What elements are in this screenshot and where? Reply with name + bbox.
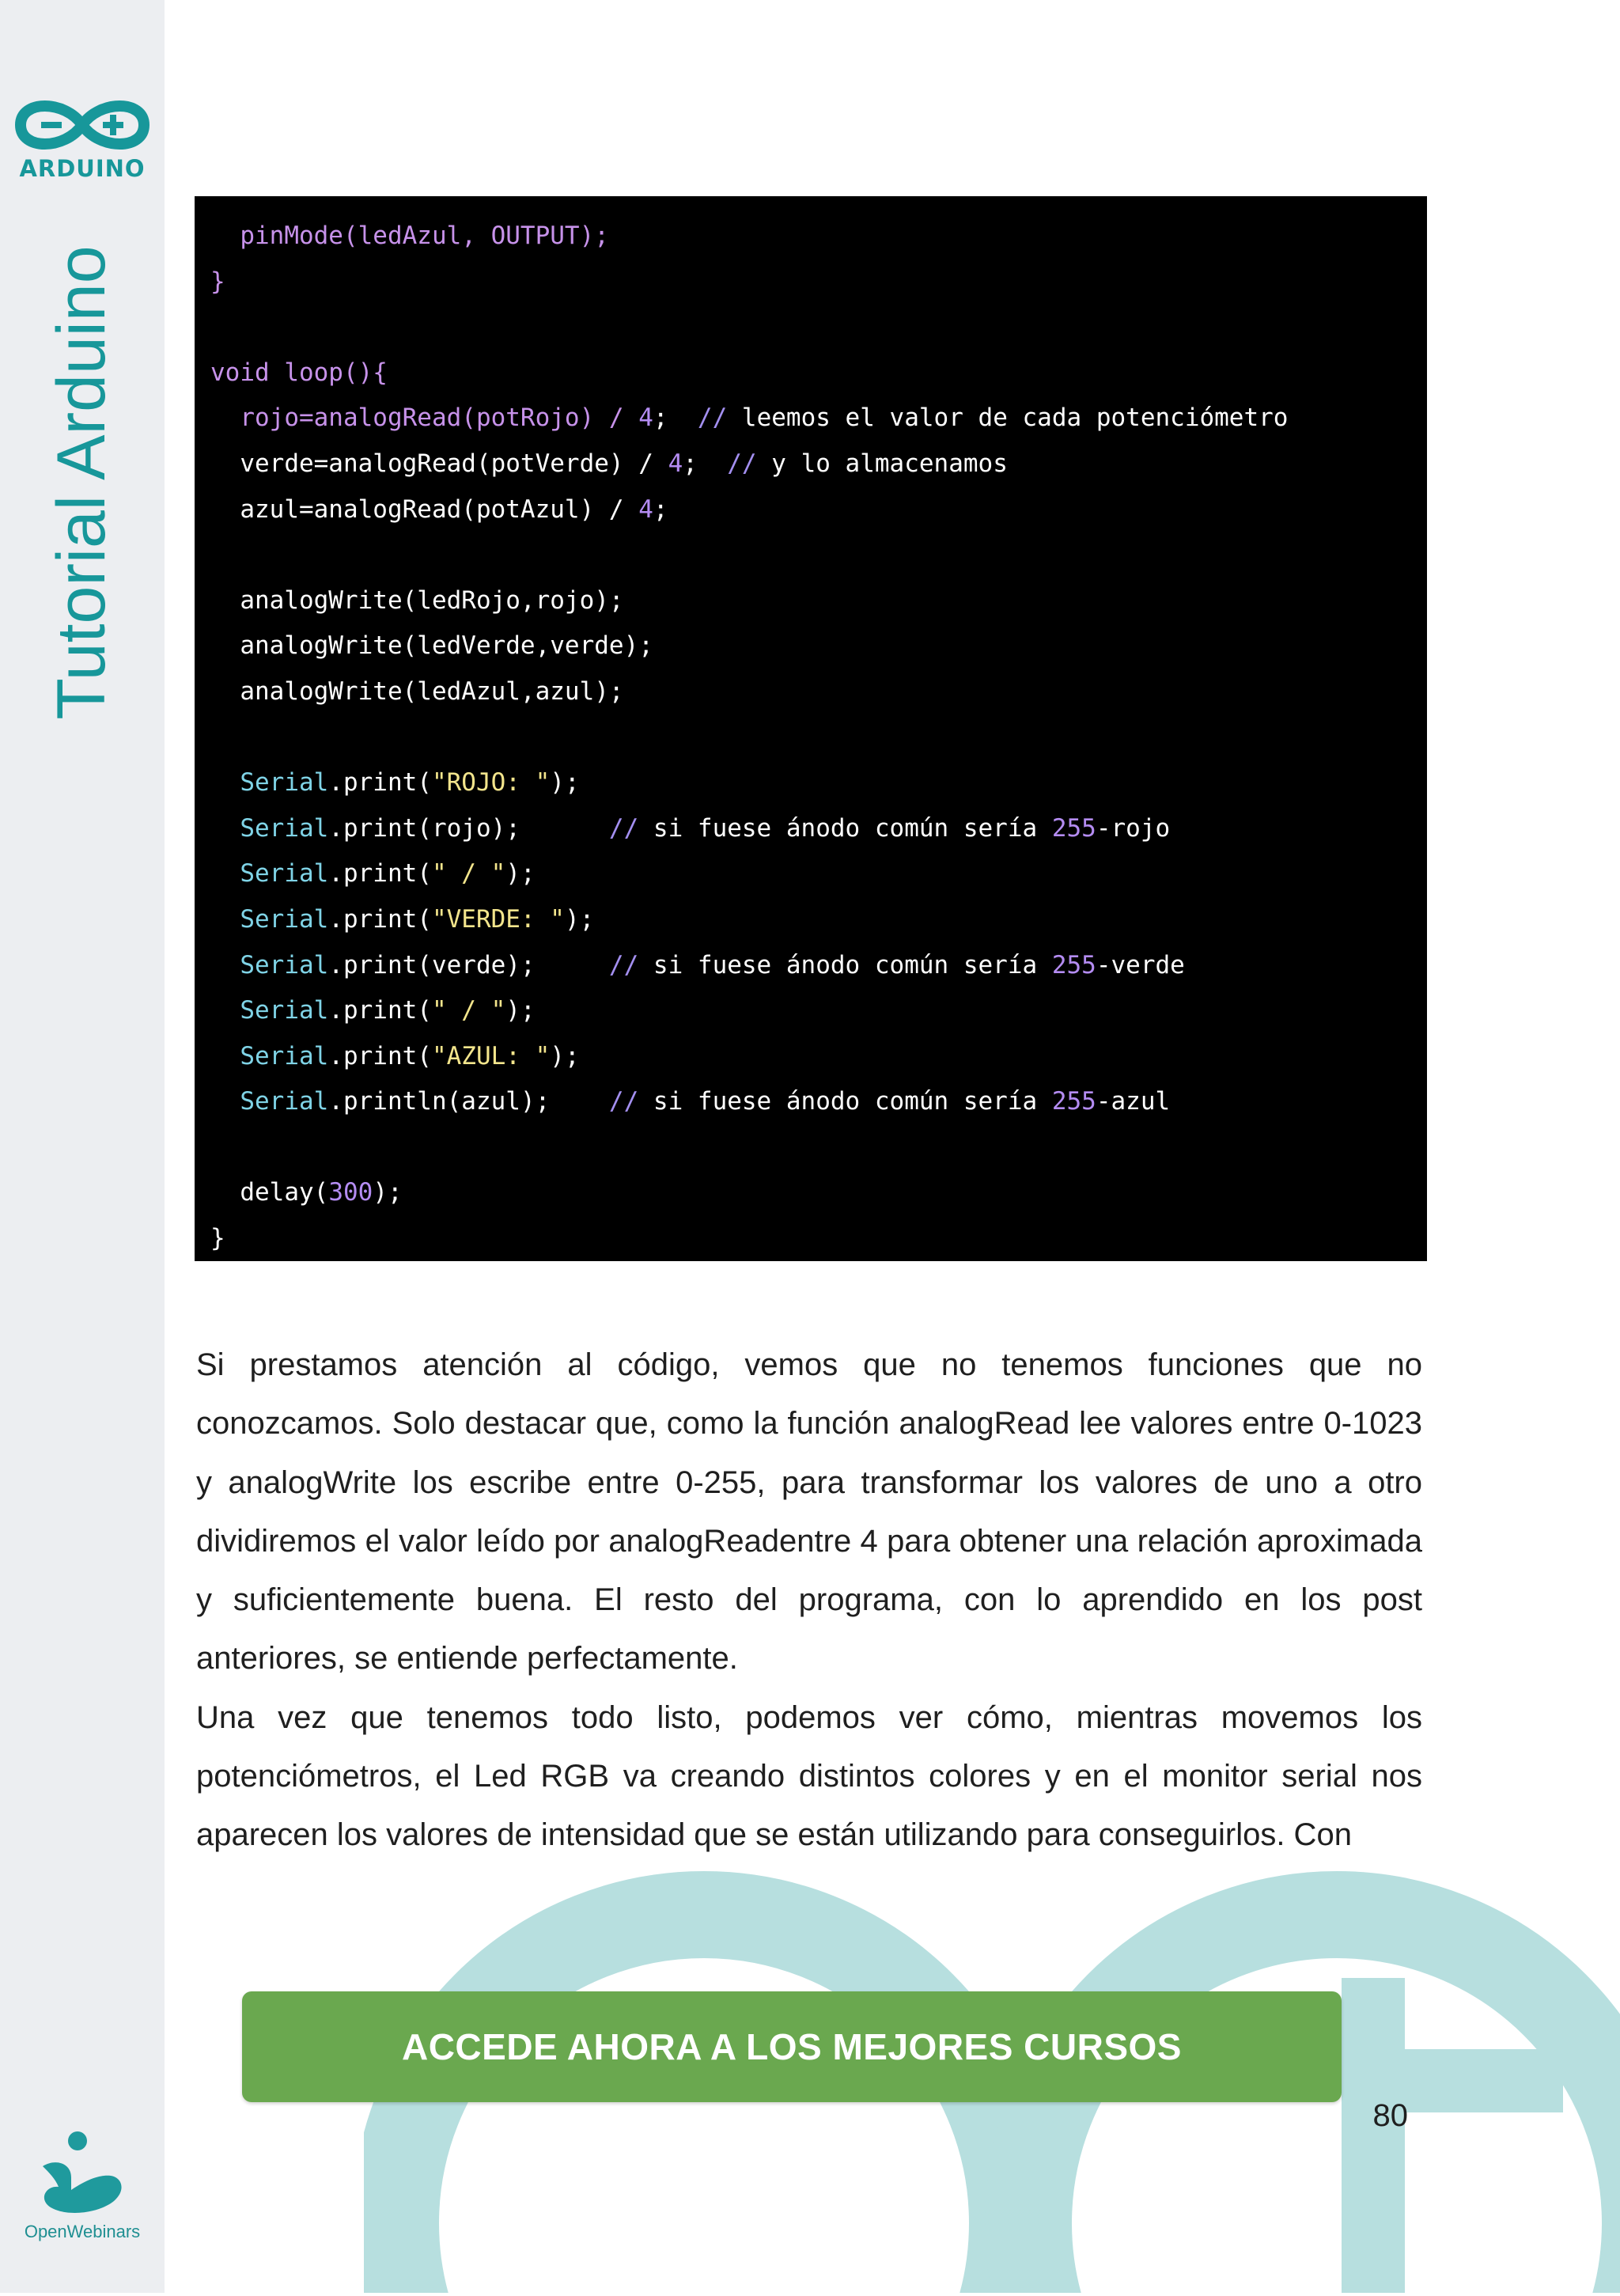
code-token: // xyxy=(608,1087,639,1116)
code-token: -rojo xyxy=(1096,813,1171,843)
code-token: si fuese ánodo común sería xyxy=(638,1087,1052,1116)
code-token: Serial xyxy=(240,950,329,979)
code-token: Serial xyxy=(240,1087,329,1116)
code-token: .print( xyxy=(328,904,432,934)
code-token: Serial xyxy=(240,904,329,934)
paragraph: Una vez que tenemos todo listo, podemos ver cómo, mientras movemos los potenciómetros, el Led RGB va creando distintos colores y en el monitor serial nos aparecen los valores de intensidad que se están utilizando para conseguirlos. Con xyxy=(196,1699,1422,1853)
code-token: ); xyxy=(505,859,536,888)
code-token: pinMode(ledAzul, OUTPUT); xyxy=(210,222,609,250)
code-token: ); xyxy=(550,768,580,798)
code-line xyxy=(210,897,1427,943)
code-line xyxy=(210,851,1427,897)
openwebinars-logo-icon xyxy=(32,2128,134,2223)
code-token: "AZUL: " xyxy=(431,1041,551,1070)
code-line xyxy=(210,806,1427,852)
code-token: -verde xyxy=(1096,950,1185,979)
code-token: .print(rojo); xyxy=(328,813,609,843)
code-token: .print( xyxy=(328,859,432,888)
code-token: ; xyxy=(653,494,668,524)
code-line xyxy=(210,305,1427,350)
code-token: delay( xyxy=(210,1178,329,1207)
code-line xyxy=(210,669,1427,715)
code-token: .print( xyxy=(328,996,432,1025)
code-token: // xyxy=(697,404,728,433)
code-token: 4 xyxy=(638,404,653,433)
code-token: Serial xyxy=(240,859,329,888)
code-line xyxy=(210,1216,1427,1262)
code-line xyxy=(210,715,1427,761)
code-token: y lo almacenamos xyxy=(756,449,1008,478)
code-token: si fuese ánodo común sería xyxy=(638,813,1052,843)
code-line xyxy=(210,988,1427,1034)
code-token: rojo=analogRead(potRojo) / xyxy=(210,404,639,433)
code-token: 4 xyxy=(668,449,683,478)
page-number: 80 xyxy=(1372,2098,1408,2133)
body-text xyxy=(196,1336,1422,1865)
arduino-wordmark: ARDUINO xyxy=(19,155,146,182)
code-token: ; xyxy=(683,449,728,478)
code-token xyxy=(210,951,240,979)
code-line xyxy=(210,1125,1427,1171)
code-token: 300 xyxy=(328,1178,373,1207)
code-token: si fuese ánodo común sería xyxy=(638,950,1052,979)
code-token: .println(azul); xyxy=(328,1087,609,1116)
code-token: Serial xyxy=(240,768,329,798)
code-token: 255 xyxy=(1051,1087,1096,1116)
code-token: "ROJO: " xyxy=(431,768,551,798)
code-token: // xyxy=(608,813,639,843)
code-token: " / " xyxy=(431,859,506,888)
code-block xyxy=(195,196,1427,1261)
code-line xyxy=(210,1079,1427,1125)
code-token xyxy=(210,1042,240,1070)
sidebar-title: Tutorial Arduino xyxy=(44,245,119,720)
code-token: 255 xyxy=(1051,950,1096,979)
code-token: Serial xyxy=(240,813,329,843)
code-line xyxy=(210,487,1427,533)
code-token: 255 xyxy=(1051,813,1096,843)
code-token: ; xyxy=(653,404,698,433)
code-token xyxy=(210,768,240,797)
code-token: "VERDE: " xyxy=(431,904,565,934)
code-line xyxy=(210,1170,1427,1216)
code-line xyxy=(210,1034,1427,1080)
code-token: .print( xyxy=(328,768,432,798)
paragraph: Si prestamos atención al código, vemos que no tenemos funciones que no conozcamos. Solo destacar que, como la función analogRead lee valores entre 0-1023 y analogWrite los escribe entre 0-255, para transformar los valores de uno a otro dividiremos el valor leído por analogReadentre 4 para obtener una relación aproximada y suficientemente buena. El resto del programa, con lo aprendido en los post anteriores, se entiende perfectamente. xyxy=(196,1347,1422,1677)
code-token xyxy=(210,1087,240,1116)
code-token: ); xyxy=(373,1178,403,1207)
code-token: ); xyxy=(564,904,595,934)
code-token: } xyxy=(210,267,225,296)
code-token: // xyxy=(727,449,757,478)
code-token: leemos el valor de cada potenciómetro xyxy=(727,404,1289,433)
code-line xyxy=(210,532,1427,578)
code-token: ); xyxy=(550,1041,580,1070)
code-token: .print( xyxy=(328,1041,432,1070)
code-line xyxy=(210,214,1427,260)
code-line xyxy=(210,350,1427,396)
code-token xyxy=(210,814,240,843)
code-token: void loop(){ xyxy=(210,358,388,387)
code-token: } xyxy=(210,1224,225,1253)
code-token: .print(verde); xyxy=(328,950,609,979)
code-token xyxy=(210,996,240,1025)
code-token: ); xyxy=(505,996,536,1025)
code-token xyxy=(210,905,240,934)
code-token: Serial xyxy=(240,1041,329,1070)
code-line xyxy=(210,943,1427,989)
code-token: 4 xyxy=(638,494,653,524)
code-token: analogWrite(ledRojo,rojo); xyxy=(210,585,624,615)
code-token: analogWrite(ledVerde,verde); xyxy=(210,631,653,661)
code-token: azul=analogRead(potAzul) / xyxy=(210,494,639,524)
code-token: " / " xyxy=(431,996,506,1025)
code-token: // xyxy=(608,950,639,979)
code-token: verde=analogRead(potVerde) / xyxy=(210,449,668,478)
code-token: -azul xyxy=(1096,1087,1171,1116)
code-token: Serial xyxy=(240,996,329,1025)
code-line xyxy=(210,260,1427,305)
code-line xyxy=(210,623,1427,669)
openwebinars-wordmark: OpenWebinars xyxy=(24,2222,141,2241)
code-token: analogWrite(ledAzul,azul); xyxy=(210,676,624,706)
code-line xyxy=(210,760,1427,806)
code-line xyxy=(210,441,1427,487)
code-line xyxy=(210,396,1427,441)
sidebar xyxy=(0,0,165,2293)
code-line xyxy=(210,578,1427,624)
code-token xyxy=(210,859,240,888)
cta-courses-button[interactable]: ACCEDE AHORA A LOS MEJORES CURSOS xyxy=(242,1991,1342,2102)
